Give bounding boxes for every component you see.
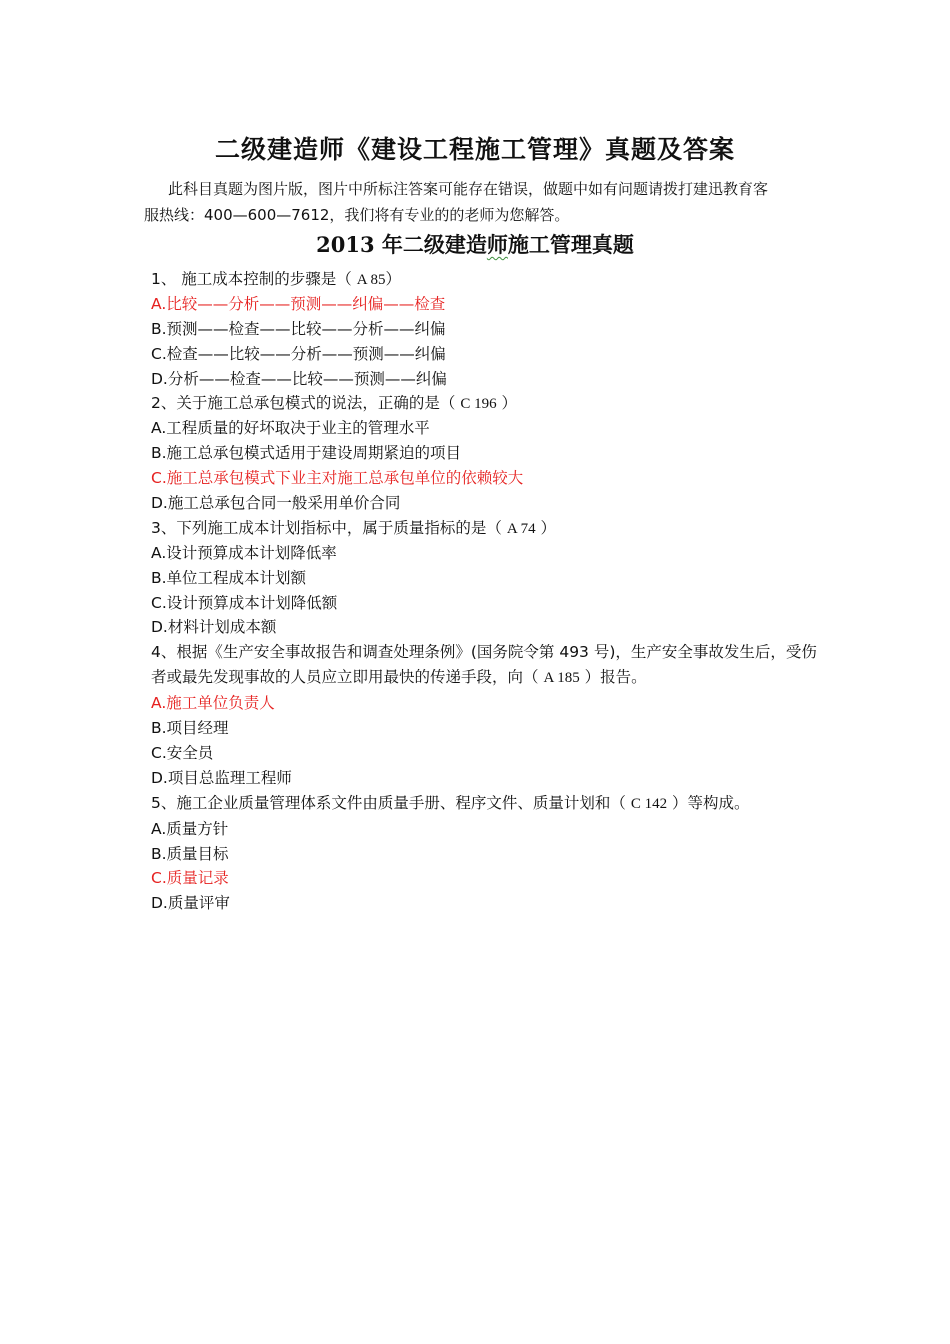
stem-text: 2、关于施工总承包模式的说法，正确的是（ xyxy=(151,394,456,413)
question-2 xyxy=(151,391,819,515)
stem-text-end: ） xyxy=(385,270,402,288)
option-a: A.质量方针 xyxy=(151,819,229,838)
question-list xyxy=(151,267,819,916)
option-b: B.质量目标 xyxy=(151,844,229,863)
question-stem xyxy=(151,516,819,541)
stem-text-end: ）等构成。 xyxy=(672,793,750,812)
question-stem xyxy=(151,391,819,416)
option-a-correct: A.比较——分析——预测——纠偏——检查 xyxy=(151,294,446,313)
subtitle-rest: 施工管理真题 xyxy=(507,232,634,257)
option-c-correct: C.质量记录 xyxy=(151,869,229,888)
option-b: B.单位工程成本计划额 xyxy=(151,568,307,587)
answer-key: C 142 xyxy=(630,795,668,812)
stem-text: 1、 施工成本控制的步骤是（ xyxy=(151,270,352,288)
option-b: B.项目经理 xyxy=(151,719,229,738)
answer-key: A 74 xyxy=(506,520,536,537)
option-a: A.工程质量的好坏取决于业主的管理水平 xyxy=(151,419,430,438)
intro-line-2: 服热线：400—600—7612，我们将有专业的的老师为您解答。 xyxy=(144,206,570,224)
question-3 xyxy=(151,516,819,640)
stem-text-end: ） xyxy=(540,518,557,537)
option-c-correct: C.施工总承包模式下业主对施工总承包单位的依赖较大 xyxy=(151,469,524,488)
option-d: D.分析——检查——比较——预测——纠偏 xyxy=(151,369,447,388)
question-1 xyxy=(151,267,819,391)
intro-line-1: 此科目真题为图片版，图片中所标注答案可能存在错误，做题中如有问题请拨打建迅教育客 xyxy=(168,180,769,198)
option-d: D.质量评审 xyxy=(151,894,230,913)
question-stem xyxy=(151,640,819,691)
subtitle-year: 2013 年二级建造 xyxy=(316,232,487,257)
stem-text: 5、施工企业质量管理体系文件由质量手册、程序文件、质量计划和（ xyxy=(151,793,626,812)
stem-text-end: ） xyxy=(501,394,518,413)
option-d: D.施工总承包合同一般采用单价合同 xyxy=(151,494,401,513)
subtitle-spellcheck-mark: 师 xyxy=(486,232,508,257)
page-title: 二级建造师《建设工程施工管理》真题及答案 xyxy=(214,135,735,164)
question-5 xyxy=(151,791,819,916)
answer-key: A 185 xyxy=(543,670,580,687)
answer-key: A 85 xyxy=(356,272,386,288)
question-4 xyxy=(151,640,819,790)
option-a: A.设计预算成本计划降低率 xyxy=(151,543,337,562)
question-stem xyxy=(151,791,819,817)
exam-subtitle xyxy=(0,229,950,261)
stem-text: 4、根据《生产安全事故报告和调查处理条例》(国务院令第 493 号)，生产安全事故发生后，受伤者或最先发现事故的人员应立即用最快的传递手段，向（ xyxy=(151,643,817,687)
option-b: B.预测——检查——比较——分析——纠偏 xyxy=(151,319,446,338)
question-stem xyxy=(151,267,819,292)
option-b: B.施工总承包模式适用于建设周期紧迫的项目 xyxy=(151,444,462,463)
option-a-correct: A.施工单位负责人 xyxy=(151,694,275,713)
option-d: D.项目总监理工程师 xyxy=(151,768,292,787)
option-c: C.设计预算成本计划降低额 xyxy=(151,593,338,612)
option-d: D.材料计划成本额 xyxy=(151,618,277,637)
option-c: C.检查——比较——分析——预测——纠偏 xyxy=(151,344,446,363)
answer-key: C 196 xyxy=(460,396,497,413)
stem-text-end: ）报告。 xyxy=(584,668,647,687)
stem-text: 3、下列施工成本计划指标中，属于质量指标的是（ xyxy=(151,518,502,537)
option-c: C.安全员 xyxy=(151,743,214,762)
intro-paragraph xyxy=(144,176,816,228)
